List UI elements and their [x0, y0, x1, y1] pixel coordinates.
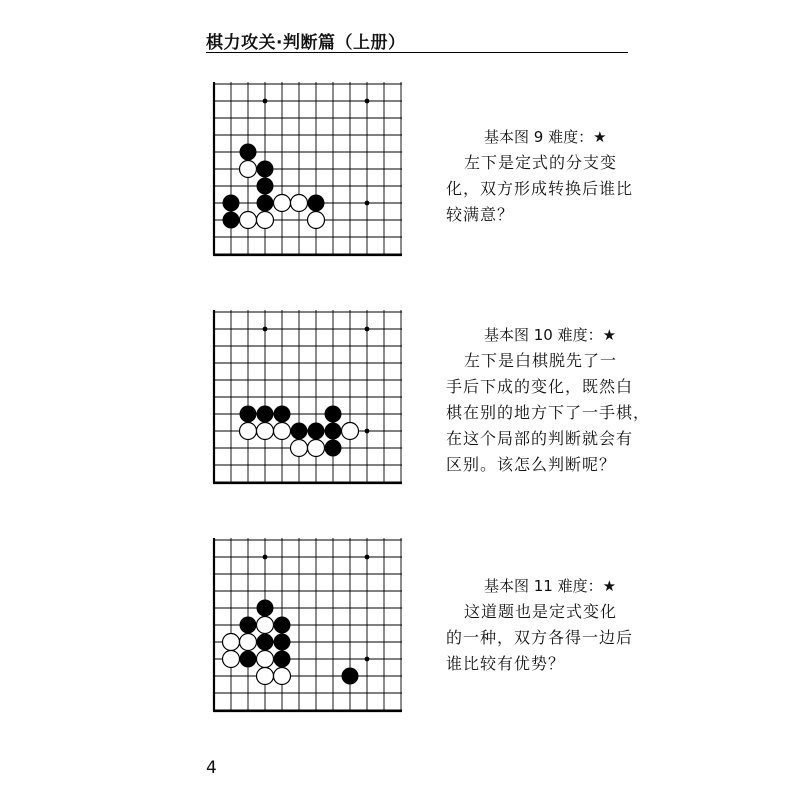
white-stone — [257, 651, 274, 668]
star-point — [263, 99, 268, 104]
problem-title: 基本图 10 难度：★ — [484, 326, 617, 344]
black-stone — [257, 600, 274, 617]
white-stone — [257, 423, 274, 440]
white-stone — [257, 668, 274, 685]
black-stone — [291, 423, 308, 440]
star-point — [263, 327, 268, 332]
black-stone — [223, 195, 240, 212]
problem-text-line: 的一种，双方各得一边后 — [446, 628, 634, 647]
problem-title: 基本图 11 难度：★ — [484, 577, 617, 595]
black-stone — [240, 144, 257, 161]
star-point — [365, 99, 370, 104]
problem-text-line: 手后下成的变化，既然白 — [446, 377, 634, 396]
black-stone — [308, 195, 325, 212]
white-stone — [274, 195, 291, 212]
go-board-problem-9 — [206, 80, 406, 272]
star-point — [365, 555, 370, 560]
go-board-problem-10 — [206, 308, 406, 500]
black-stone — [342, 668, 359, 685]
white-stone — [291, 195, 308, 212]
black-stone — [257, 161, 274, 178]
star-point — [365, 201, 370, 206]
black-stone — [240, 617, 257, 634]
white-stone — [308, 212, 325, 229]
problem-text-line: 左下是定式的分支变 — [464, 153, 618, 172]
black-stone — [240, 651, 257, 668]
problem-text-line: 化，双方形成转换后谁比 — [446, 179, 634, 198]
black-stone — [274, 617, 291, 634]
white-stone — [223, 651, 240, 668]
black-stone — [308, 423, 325, 440]
problem-text-line: 区别。该怎么判断呢？ — [446, 455, 617, 474]
problem-text-line: 谁比较有优势？ — [446, 654, 566, 673]
problem-text-line: 棋在别的地方下了一手棋， — [446, 403, 651, 422]
board-grid — [213, 310, 402, 483]
black-stone — [274, 651, 291, 668]
white-stone — [240, 161, 257, 178]
black-stone — [325, 406, 342, 423]
black-stone — [325, 423, 342, 440]
black-stone — [223, 212, 240, 229]
white-stone — [274, 423, 291, 440]
problem-11 — [422, 573, 642, 677]
problem-text-line: 这道题也是定式变化 — [464, 602, 618, 621]
white-stone — [342, 423, 359, 440]
white-stone — [223, 634, 240, 651]
black-stone — [274, 634, 291, 651]
white-stone — [240, 634, 257, 651]
star-point — [365, 327, 370, 332]
black-stone — [257, 406, 274, 423]
book-title: 棋力攻关·判断篇（上册） — [206, 33, 406, 53]
star-point — [365, 657, 370, 662]
page-number: 4 — [206, 758, 217, 778]
black-stone — [257, 634, 274, 651]
white-stone — [257, 617, 274, 634]
go-board-problem-11 — [206, 536, 406, 728]
problem-10 — [422, 322, 651, 478]
black-stone — [240, 406, 257, 423]
black-stone — [274, 406, 291, 423]
problem-text-line: 左下是白棋脱先了一 — [464, 351, 618, 370]
header-divider — [206, 52, 628, 53]
black-stone — [257, 178, 274, 195]
problem-title: 基本图 9 难度：★ — [484, 128, 607, 146]
problem-text-line: 在这个局部的判断就会有 — [446, 429, 634, 448]
white-stone — [240, 423, 257, 440]
white-stone — [291, 440, 308, 457]
star-point — [263, 555, 268, 560]
white-stone — [257, 212, 274, 229]
black-stone — [325, 440, 342, 457]
white-stone — [240, 212, 257, 229]
white-stone — [274, 668, 291, 685]
problem-text-line: 较满意？ — [446, 205, 515, 224]
star-point — [365, 429, 370, 434]
problem-9 — [422, 124, 642, 228]
white-stone — [308, 440, 325, 457]
black-stone — [257, 195, 274, 212]
